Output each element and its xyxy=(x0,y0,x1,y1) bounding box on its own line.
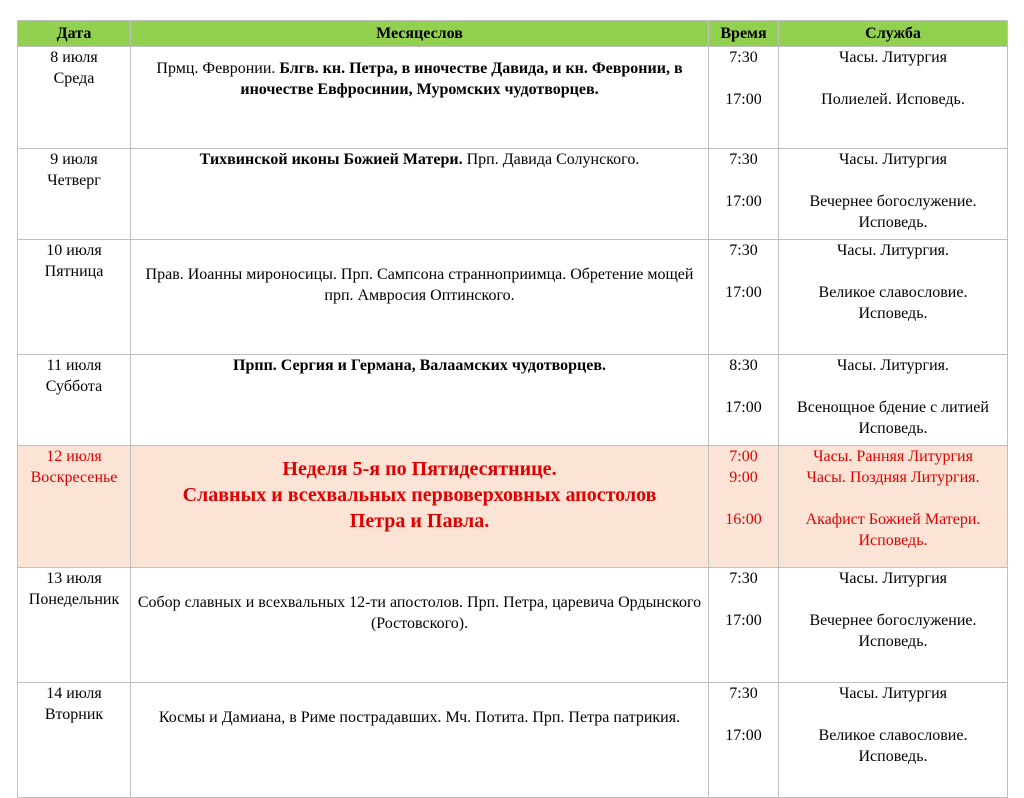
service-line: Часы. Литургия. xyxy=(836,357,950,374)
table-row xyxy=(18,149,1008,240)
time-cell xyxy=(709,568,779,683)
date-cell xyxy=(18,446,131,568)
table-row xyxy=(18,568,1008,683)
schedule-table xyxy=(17,20,1008,798)
service-line: Вечернее богослужение. xyxy=(809,193,977,210)
menologion-cell xyxy=(131,683,709,798)
service-line: Акафист Божией Матери. xyxy=(805,511,981,528)
weekday-label: Воскресенье xyxy=(30,469,118,486)
date-cell xyxy=(18,568,131,683)
table-row xyxy=(18,47,1008,149)
service-line: Исповедь. xyxy=(858,748,928,765)
date-label: 13 июля xyxy=(46,570,102,587)
time-value: 17:00 xyxy=(725,91,762,108)
time-value: 7:30 xyxy=(729,242,758,259)
service-cell xyxy=(779,355,1008,446)
service-line: Вечернее богослужение. xyxy=(809,612,977,629)
header-time: Время xyxy=(709,21,779,47)
service-line: Часы. Литургия xyxy=(838,49,948,66)
menologion-cell xyxy=(131,568,709,683)
date-cell xyxy=(18,47,131,149)
service-line: Часы. Поздняя Литургия. xyxy=(806,469,980,486)
service-line: Великое славословие. xyxy=(818,284,968,301)
date-cell xyxy=(18,683,131,798)
service-line: Исповедь. xyxy=(858,305,928,322)
time-value: 17:00 xyxy=(725,399,762,416)
time-value: 7:30 xyxy=(729,49,758,66)
date-cell xyxy=(18,149,131,240)
service-line: Исповедь. xyxy=(858,532,928,549)
time-cell xyxy=(709,446,779,568)
service-line: Часы. Литургия. xyxy=(836,242,950,259)
weekday-label: Суббота xyxy=(45,378,103,395)
service-line: Часы. Литургия xyxy=(838,151,948,168)
menologion-plain: Космы и Дамиана, в Риме пострадавших. Мч. Потита. Прп. Петра патрикия. xyxy=(158,709,681,726)
time-cell xyxy=(709,149,779,240)
menologion-cell xyxy=(131,446,709,568)
service-line: Исповедь. xyxy=(858,214,928,231)
time-value: 17:00 xyxy=(725,193,762,210)
weekday-label: Понедельник xyxy=(28,591,120,608)
date-cell xyxy=(18,240,131,355)
service-cell xyxy=(779,568,1008,683)
time-value: 16:00 xyxy=(725,511,762,528)
menologion-plain: Прп. Давида Солунского. xyxy=(462,151,640,168)
menologion-plain: Прав. Иоанны мироносицы. Прп. Сампсона странноприимца. Обретение мощей прп. Амвросия Оптинского. xyxy=(145,266,694,304)
time-value: 17:00 xyxy=(725,612,762,629)
service-cell xyxy=(779,446,1008,568)
time-value: 7:30 xyxy=(729,151,758,168)
service-cell xyxy=(779,240,1008,355)
service-line: Часы. Литургия xyxy=(838,570,948,587)
time-value: 9:00 xyxy=(729,469,758,486)
menologion-cell xyxy=(131,355,709,446)
service-cell xyxy=(779,683,1008,798)
header-service: Служба xyxy=(779,21,1008,47)
table-row xyxy=(18,683,1008,798)
date-label: 8 июля xyxy=(50,49,98,66)
time-value: 8:30 xyxy=(729,357,758,374)
menologion-plain: Прмц. Февронии. xyxy=(156,60,280,77)
service-cell xyxy=(779,47,1008,149)
date-label: 11 июля xyxy=(46,357,102,374)
service-line: Всенощное бдение с литией xyxy=(797,399,989,416)
date-cell xyxy=(18,355,131,446)
menologion-bold: Прпп. Сергия и Германа, Валаамских чудотворцев. xyxy=(233,357,606,374)
menologion-bold: Тихвинской иконы Божией Матери. xyxy=(199,151,463,168)
table-row-feast xyxy=(18,446,1008,568)
service-cell xyxy=(779,149,1008,240)
time-cell xyxy=(709,240,779,355)
menologion-bold: Блгв. кн. Петра, в иночестве Давида, и кн. Февронии, в иночестве Евфросинии, Муромских чудотворцев. xyxy=(240,60,683,98)
weekday-label: Вторник xyxy=(44,706,104,723)
date-label: 14 июля xyxy=(46,685,102,702)
table-row xyxy=(18,240,1008,355)
time-value: 7:30 xyxy=(729,570,758,587)
feast-title-line: Славных и всехвальных первоверховных апостолов xyxy=(182,484,657,506)
menologion-cell xyxy=(131,240,709,355)
menologion-cell xyxy=(131,149,709,240)
table-row xyxy=(18,355,1008,446)
service-line: Часы. Ранняя Литургия xyxy=(813,448,973,465)
weekday-label: Четверг xyxy=(47,172,101,189)
weekday-label: Пятница xyxy=(44,263,104,280)
service-line: Великое славословие. xyxy=(818,727,968,744)
header-row xyxy=(18,21,1008,47)
feast-title-line: Неделя 5-я по Пятидесятнице. xyxy=(282,458,557,480)
time-cell xyxy=(709,355,779,446)
header-menologion: Месяцеслов xyxy=(131,21,709,47)
menologion-plain: Собор славных и всехвальных 12-ти апостолов. Прп. Петра, царевича Ордынского (Ростовского). xyxy=(137,594,702,632)
date-label: 12 июля xyxy=(46,448,102,465)
feast-title-line: Петра и Павла. xyxy=(349,510,490,532)
time-value: 17:00 xyxy=(725,727,762,744)
service-line: Исповедь. xyxy=(858,420,928,437)
date-label: 9 июля xyxy=(50,151,98,168)
service-line: Часы. Литургия xyxy=(838,685,948,702)
header-date: Дата xyxy=(18,21,131,47)
time-cell xyxy=(709,683,779,798)
service-line: Полиелей. Исповедь. xyxy=(821,91,965,108)
time-value: 17:00 xyxy=(725,284,762,301)
weekday-label: Среда xyxy=(53,70,95,87)
time-value: 7:00 xyxy=(729,448,758,465)
service-line: Исповедь. xyxy=(858,633,928,650)
time-value: 7:30 xyxy=(729,685,758,702)
time-cell xyxy=(709,47,779,149)
date-label: 10 июля xyxy=(46,242,102,259)
menologion-cell xyxy=(131,47,709,149)
